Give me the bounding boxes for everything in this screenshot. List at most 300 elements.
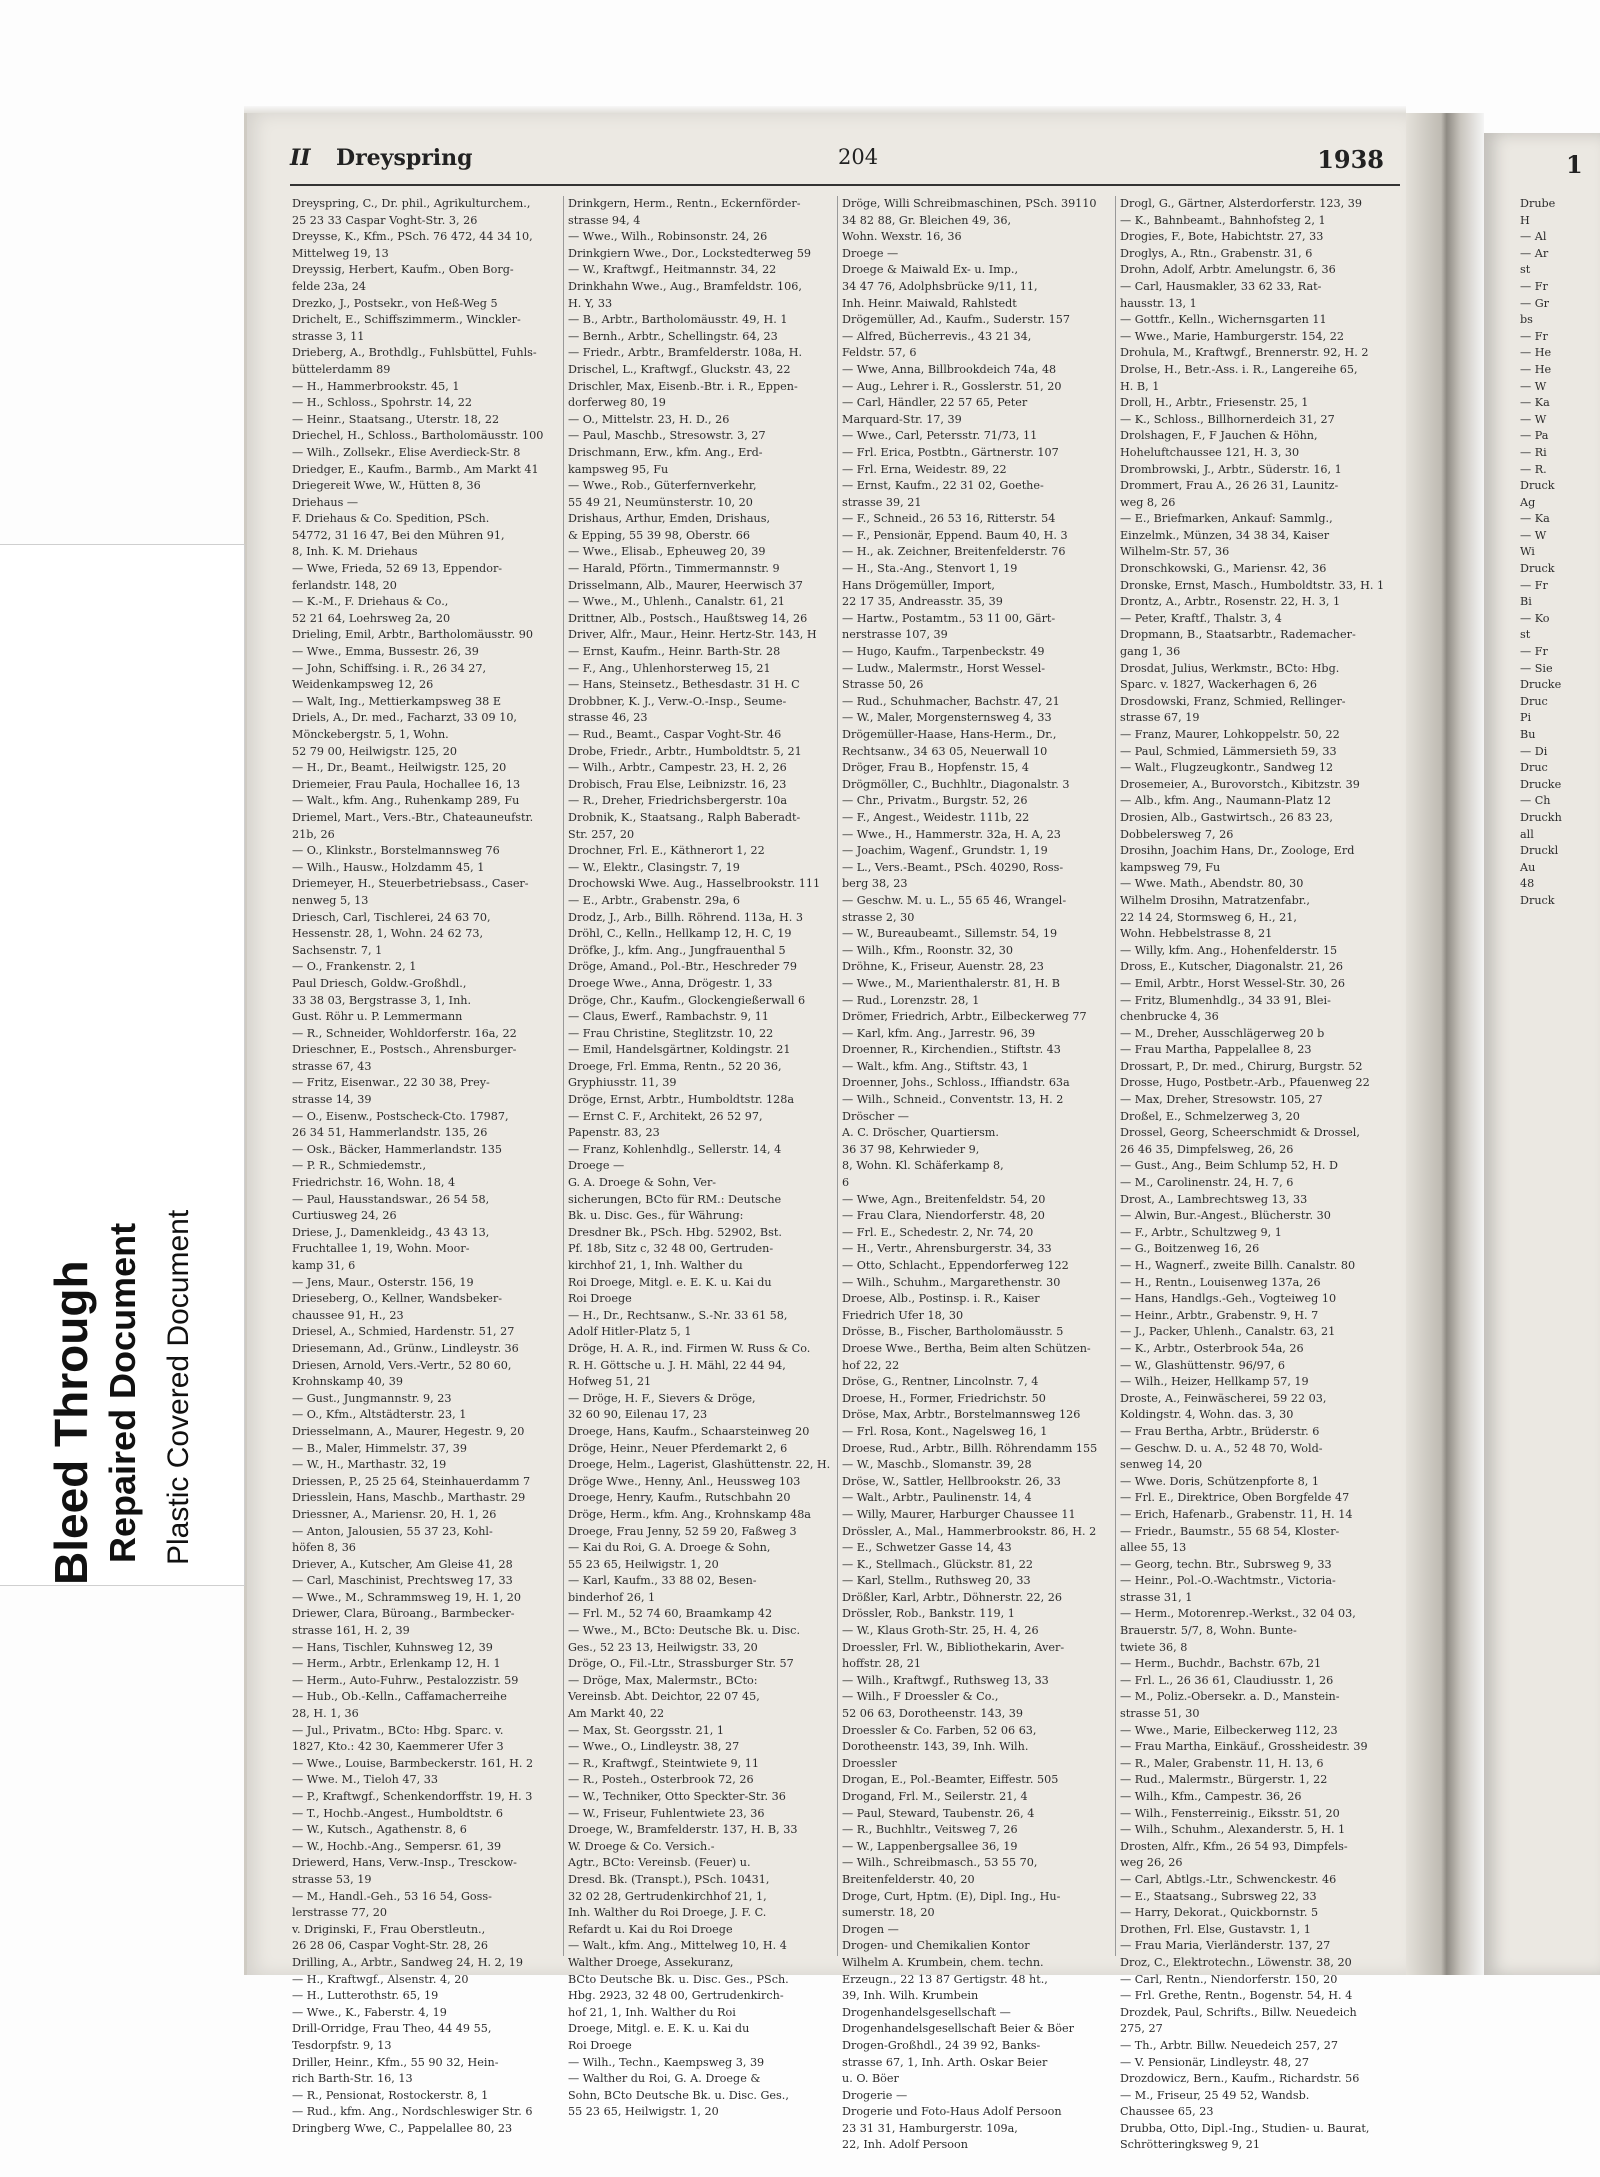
directory-entry-line: binderhof 26, 1 xyxy=(568,1590,656,1604)
directory-entry-line: — B., Maler, Himmelstr. 37, 39 xyxy=(292,1441,467,1455)
directory-entry-line: strasse 94, 4 xyxy=(568,213,641,227)
directory-entry-line: — Frl. Erica, Postbtn., Gärtnerstr. 107 xyxy=(842,445,1059,459)
directory-entry-line: Drochner, Frl. E., Käthnerort 1, 22 xyxy=(568,844,765,858)
directory-entry-line: — Hans, Handlgs.-Geh., Vogteiweg 10 xyxy=(1120,1292,1337,1306)
directory-column-2 xyxy=(568,196,832,2119)
directory-entry-line: Drubba, Otto, Dipl.-Ing., Studien- u. Baurat, xyxy=(1120,2121,1370,2135)
directory-entry-line: — Wwe., Elisab., Epheuweg 20, 39 xyxy=(568,545,766,559)
directory-entry-line: Dröse, Max, Arbtr., Borstelmannsweg 126 xyxy=(842,1408,1081,1422)
facing-page-line: — W xyxy=(1520,528,1547,542)
directory-entry-line: — Wilh., Schreibmasch., 53 55 70, xyxy=(842,1856,1038,1870)
directory-entry-line: 22, Inh. Adolf Persoon xyxy=(842,2138,968,2152)
directory-entry-line: — K., Schloss., Billhornerdeich 31, 27 xyxy=(1120,412,1335,426)
directory-entry-line: — H., Dr., Rechtsanw., S.-Nr. 33 61 58, xyxy=(568,1308,788,1322)
directory-entry-line: — E., Schwetzer Gasse 14, 43 xyxy=(842,1541,1012,1555)
directory-entry-line: — Jul., Privatm., BCto: Hbg. Sparc. v. xyxy=(292,1723,504,1737)
directory-entry-line: Wohn. Wexstr. 16, 36 xyxy=(842,230,962,244)
directory-entry-line: — W., Elektr., Clasingstr. 7, 19 xyxy=(568,860,740,874)
directory-entry-line: — M., Dreher, Ausschlägerweg 20 b xyxy=(1120,1026,1325,1040)
directory-entry-line: — Emil, Handelsgärtner, Koldingstr. 21 xyxy=(568,1043,791,1057)
directory-entry-line: Dröge, H. A. R., ind. Firmen W. Russ & Co. xyxy=(568,1341,811,1355)
directory-entry-line: Brauerstr. 5/7, 8, Wohn. Bunte- xyxy=(1120,1624,1297,1638)
directory-entry-line: Drothen, Frl. Else, Gustavstr. 1, 1 xyxy=(1120,1922,1311,1936)
facing-page-line: Au xyxy=(1520,860,1536,874)
directory-entry-line: allee 55, 13 xyxy=(1120,1541,1187,1555)
directory-entry-line: Droenner, Johs., Schloss., Iffiandstr. 63a xyxy=(842,1076,1070,1090)
directory-entry-line: Driesch, Carl, Tischlerei, 24 63 70, xyxy=(292,910,491,924)
directory-entry-line: Hessenstr. 28, 1, Wohn. 24 62 73, xyxy=(292,927,484,941)
directory-entry-line: 8, Wohn. Kl. Schäferkamp 8, xyxy=(842,1159,1004,1173)
directory-entry-line: Driesselmann, A., Maurer, Hegestr. 9, 20 xyxy=(292,1424,525,1438)
directory-entry-line: — M., Friseur, 25 49 52, Wandsb. xyxy=(1120,2088,1310,2102)
directory-entry-line: — Aug., Lehrer i. R., Gosslerstr. 51, 20 xyxy=(842,379,1062,393)
directory-entry-line: — Wwe., Louise, Barmbeckerstr. 161, H. 2 xyxy=(292,1756,534,1770)
directory-entry-line: — Friedr., Baumstr., 55 68 54, Kloster- xyxy=(1120,1524,1340,1538)
directory-entry-line: — Rud., Malermstr., Bürgerstr. 1, 22 xyxy=(1120,1773,1328,1787)
directory-entry-line: Dropmann, B., Staatsarbtr., Rademacher- xyxy=(1120,628,1356,642)
directory-entry-line: — Walt, Ing., Mettierkampsweg 38 E xyxy=(292,694,502,708)
directory-entry-line: u. O. Böer xyxy=(842,2072,899,2086)
directory-entry-line: — Erich, Hafenarb., Grabenstr. 11, H. 14 xyxy=(1120,1507,1353,1521)
directory-entry-line: Drömer, Friedrich, Arbtr., Eilbeckerweg 77 xyxy=(842,1010,1087,1024)
directory-entry-line: — Paul, Steward, Taubenstr. 26, 4 xyxy=(842,1806,1035,1820)
directory-entry-line: — P. R., Schmiedemstr., xyxy=(292,1159,427,1173)
directory-entry-line: — Frl. M., 52 74 60, Braamkamp 42 xyxy=(568,1607,773,1621)
directory-entry-line: — F., Pensionär, Eppend. Baum 40, H. 3 xyxy=(842,528,1068,542)
directory-entry-line: Drobnik, K., Staatsang., Ralph Baberadt- xyxy=(568,810,801,824)
directory-entry-line: 26 46 35, Dimpfelsweg, 26, 26 xyxy=(1120,1142,1294,1156)
directory-entry-line: — Max, Dreher, Stresowstr. 105, 27 xyxy=(1120,1093,1323,1107)
directory-entry-line: — Carl, Maschinist, Prechtsweg 17, 33 xyxy=(292,1574,513,1588)
directory-entry-line: Dröse, G., Rentner, Lincolnstr. 7, 4 xyxy=(842,1375,1039,1389)
directory-entry-line: Droege — xyxy=(568,1159,625,1173)
directory-entry-line: Drogenhandelsgesellschaft — xyxy=(842,2005,1011,2019)
directory-entry-line: — Frau Maria, Vierländerstr. 137, 27 xyxy=(1120,1939,1331,1953)
directory-entry-line: — Herm., Buchdr., Bachstr. 67b, 21 xyxy=(1120,1657,1322,1671)
directory-entry-line: — H., Sta.-Ang., Stenvort 1, 19 xyxy=(842,562,1018,576)
directory-entry-line: Drössler, A., Mal., Hammerbrookstr. 86, H. 2 xyxy=(842,1524,1097,1538)
facing-page-line: Drucke xyxy=(1520,777,1562,791)
directory-entry-line: Dröge, Amand., Pol.-Btr., Heschreder 79 xyxy=(568,960,798,974)
directory-entry-line: Sohn, BCto Deutsche Bk. u. Disc. Ges., xyxy=(568,2088,789,2102)
directory-entry-line: — Gottfr., Kelln., Wichernsgarten 11 xyxy=(1120,313,1327,327)
directory-entry-line: hausstr. 13, 1 xyxy=(1120,296,1197,310)
directory-entry-line: 39, Inh. Wilh. Krumbein xyxy=(842,1989,979,2003)
directory-entry-line: Driese, J., Damenkleidg., 43 43 13, xyxy=(292,1225,490,1239)
directory-entry-line: — Wwe., O., Lindleystr. 38, 27 xyxy=(568,1740,740,1754)
directory-entry-line: Drössler, Rob., Bankstr. 119, 1 xyxy=(842,1607,1015,1621)
directory-entry-line: Fruchtallee 1, 19, Wohn. Moor- xyxy=(292,1242,470,1256)
directory-entry-line: Roi Droege xyxy=(568,1292,632,1306)
directory-entry-line: Droge, Curt, Hptm. (E), Dipl. Ing., Hu- xyxy=(842,1889,1061,1903)
directory-entry-line: Drohula, M., Kraftwgf., Brennerstr. 92, H. 2 xyxy=(1120,346,1369,360)
directory-entry-line: — P., Kraftwgf., Schenkendorffstr. 19, H. 3 xyxy=(292,1790,533,1803)
directory-entry-line: Mittelweg 19, 13 xyxy=(292,246,389,260)
directory-entry-line: — Joachim, Wagenf., Grundstr. 1, 19 xyxy=(842,844,1048,858)
directory-entry-line: — H., Rentn., Louisenweg 137a, 26 xyxy=(1120,1275,1321,1289)
directory-entry-line: Bk. u. Disc. Ges., für Währung: xyxy=(568,1209,744,1223)
directory-entry-line: — Wwe., H., Hammerstr. 32a, H. A, 23 xyxy=(842,827,1061,841)
facing-page-line: bs xyxy=(1520,313,1533,327)
directory-entry-line: — Alwin, Bur.-Angest., Blücherstr. 30 xyxy=(1120,1209,1331,1223)
directory-entry-line: — R., Maler, Grabenstr. 11, H. 13, 6 xyxy=(1120,1756,1324,1770)
directory-entry-line: — Ernst, Kaufm., Heinr. Barth-Str. 28 xyxy=(568,645,781,659)
directory-entry-line: Droege, Hans, Kaufm., Schaarsteinweg 20 xyxy=(568,1424,810,1438)
column-divider xyxy=(837,196,838,1956)
directory-entry-line: Droege, Henry, Kaufm., Rutschbahn 20 xyxy=(568,1491,791,1505)
directory-entry-line: — Frl. Erna, Weidestr. 89, 22 xyxy=(842,462,1007,476)
directory-entry-line: — Wwe., Marie, Hamburgerstr. 154, 22 xyxy=(1120,329,1344,343)
directory-entry-line: Friedrich Ufer 18, 30 xyxy=(842,1308,964,1322)
directory-entry-line: — H., Dr., Beamt., Heilwigstr. 125, 20 xyxy=(292,761,507,775)
directory-entry-line: Drontz, A., Arbtr., Rosenstr. 22, H. 3, 1 xyxy=(1120,595,1341,609)
directory-entry-line: Drieling, Emil, Arbtr., Bartholomäusstr. 90 xyxy=(292,628,533,642)
directory-entry-line: Vereinsb. Abt. Deichtor, 22 07 45, xyxy=(568,1690,760,1704)
directory-entry-line: kamp 31, 6 xyxy=(292,1259,356,1272)
directory-entry-line: 36 37 98, Kehrwieder 9, xyxy=(842,1142,980,1156)
directory-entry-line: Friedrichstr. 16, Wohn. 18, 4 xyxy=(292,1176,456,1190)
facing-page-line: st xyxy=(1520,263,1531,277)
directory-entry-line: Dronschkowski, G., Mariensr. 42, 36 xyxy=(1120,562,1327,576)
directory-entry-line: — Walther du Roi, G. A. Droege & xyxy=(568,2072,761,2086)
directory-entry-line: Drischel, L., Kraftwgf., Gluckstr. 43, 22 xyxy=(568,362,791,376)
repaired-document-label: Repaired Document xyxy=(102,1222,143,1563)
directory-entry-line: kirchhof 21, 1, Inh. Walther du xyxy=(568,1259,743,1272)
directory-entry-line: Drögmöller, C., Buchhltr., Diagonalstr. 3 xyxy=(842,777,1070,791)
directory-column-3 xyxy=(842,196,1110,2152)
directory-entry-line: Drolse, H., Betr.-Ass. i. R., Langereihe 65, xyxy=(1120,362,1358,376)
directory-entry-line: 22 17 35, Andreasstr. 35, 39 xyxy=(842,595,1003,609)
directory-entry-line: kampsweg 79, Fu xyxy=(1120,860,1221,874)
directory-entry-line: — Friedr., Arbtr., Bramfelderstr. 108a, H. xyxy=(568,346,803,360)
directory-entry-line: Droege, Frau Jenny, 52 59 20, Faßweg 3 xyxy=(568,1524,797,1538)
directory-entry-line: — R., Kraftwgf., Steintwiete 9, 11 xyxy=(568,1756,759,1770)
directory-entry-line: Tesdorpfstr. 9, 13 xyxy=(292,2038,392,2052)
directory-entry-line: — H., Kraftwgf., Alsenstr. 4, 20 xyxy=(292,1972,469,1986)
directory-entry-line: — Karl, kfm. Ang., Jarrestr. 96, 39 xyxy=(842,1026,1036,1040)
directory-entry-line: — Geschw. D. u. A., 52 48 70, Wold- xyxy=(1120,1441,1323,1455)
directory-entry-line: Dröhne, K., Friseur, Auenstr. 28, 23 xyxy=(842,960,1044,974)
facing-page-line: Ag xyxy=(1520,495,1536,509)
directory-entry-line: Droese, Alb., Postinsp. i. R., Kaiser xyxy=(842,1292,1040,1306)
directory-entry-line: strasse 67, 19 xyxy=(1120,711,1200,725)
directory-entry-line: — Alb., kfm. Ang., Naumann-Platz 12 xyxy=(1120,794,1332,808)
directory-entry-line: — Frau Martha, Einkäuf., Grossheidestr. 39 xyxy=(1120,1740,1368,1754)
directory-column-4 xyxy=(1120,196,1400,2152)
directory-entry-line: Walther Droege, Assekuranz, xyxy=(568,1955,734,1969)
directory-entry-line: Drossel, Georg, Scheerschmidt & Drossel, xyxy=(1120,1126,1360,1140)
directory-entry-line: 52 21 64, Loehrsweg 2a, 20 xyxy=(292,611,451,625)
facing-page-line: Drucke xyxy=(1520,678,1562,692)
directory-entry-line: Gust. Röhr u. P. Lemmermann xyxy=(292,1010,463,1024)
directory-entry-line: — Frl. E., Schedestr. 2, Nr. 74, 20 xyxy=(842,1225,1034,1239)
directory-entry-line: hoffstr. 28, 21 xyxy=(842,1657,921,1671)
facing-page-line: — R. xyxy=(1520,462,1547,476)
directory-entry-line: Droessler, Frl. W., Bibliothekarin, Aver- xyxy=(842,1640,1065,1654)
directory-entry-line: R. H. Göttsche u. J. H. Mähl, 22 44 94, xyxy=(568,1358,786,1372)
directory-entry-line: — O., Klinkstr., Borstelmannsweg 76 xyxy=(292,844,500,858)
directory-entry-line: Dreyspring, C., Dr. phil., Agrikulturchem., xyxy=(292,197,531,210)
directory-entry-line: 8, Inh. K. M. Driehaus xyxy=(292,545,418,559)
directory-entry-line: — Wwe., M., BCto: Deutsche Bk. u. Disc. xyxy=(568,1624,800,1638)
directory-entry-line: Droege & Maiwald Ex- u. Imp., xyxy=(842,263,1019,277)
directory-entry-line: Driessner, A., Mariensr. 20, H. 1, 26 xyxy=(292,1507,497,1521)
directory-entry-line: — Walt., kfm. Ang., Mittelweg 10, H. 4 xyxy=(568,1939,787,1953)
directory-entry-line: sicherungen, BCto für RM.: Deutsche xyxy=(568,1192,782,1206)
directory-entry-line: — Wilh., Techn., Kaempsweg 3, 39 xyxy=(568,2055,765,2069)
directory-entry-line: gang 1, 36 xyxy=(1120,645,1181,659)
directory-entry-line: Drogenhandelsgesellschaft Beier & Böer xyxy=(842,2022,1074,2036)
directory-entry-line: Droessler xyxy=(842,1756,897,1770)
directory-entry-line: — Walt., kfm. Ang., Ruhenkamp 289, Fu xyxy=(292,794,520,808)
directory-entry-line: Droll, H., Arbtr., Friesenstr. 25, 1 xyxy=(1120,396,1309,410)
directory-entry-line: Droege, W., Bramfelderstr. 137, H. B, 33 xyxy=(568,1823,798,1837)
facing-page-line: — Fr xyxy=(1520,645,1548,659)
directory-entry-line: — Fritz, Blumenhdlg., 34 33 91, Blei- xyxy=(1120,993,1331,1007)
directory-entry-line: Koldingstr. 4, Wohn. das. 3, 30 xyxy=(1120,1408,1294,1422)
directory-entry-line: — Wwe., Rob., Güterfernverkehr, xyxy=(568,479,757,493)
directory-entry-line: Droege, Frl. Emma, Rentn., 52 20 36, xyxy=(568,1059,782,1073)
directory-entry-line: 21b, 26 xyxy=(292,827,335,841)
directory-entry-line: Drosdat, Julius, Werkmstr., BCto: Hbg. xyxy=(1120,661,1340,675)
directory-entry-line: büttelerdamm 89 xyxy=(292,362,391,376)
directory-entry-line: — T., Hochb.-Angest., Humboldtstr. 6 xyxy=(292,1806,503,1820)
directory-entry-line: — Harald, Pförtn., Timmermannstr. 9 xyxy=(568,562,780,576)
directory-entry-line: Drogerie — xyxy=(842,2088,908,2102)
facing-page-line: — Gr xyxy=(1520,296,1550,310)
directory-entry-line: — Carl, Abtlgs.-Ltr., Schwenckestr. 46 xyxy=(1120,1872,1337,1886)
directory-entry-line: — Wilh., Kraftwgf., Ruthsweg 13, 33 xyxy=(842,1673,1049,1687)
directory-entry-line: Dröse, W., Sattler, Hellbrookstr. 26, 33 xyxy=(842,1474,1061,1488)
facing-page-line: st xyxy=(1520,628,1531,642)
directory-entry-line: — Ludw., Malermstr., Horst Wessel- xyxy=(842,661,1046,675)
facing-page-line: Bi xyxy=(1520,595,1532,609)
directory-entry-line: Refardt u. Kai du Roi Droege xyxy=(568,1922,733,1936)
directory-entry-line: Drieseberg, O., Kellner, Wandsbeker- xyxy=(292,1292,502,1306)
facing-page-line: — Ch xyxy=(1520,794,1551,808)
directory-entry-line: strasse 67, 43 xyxy=(292,1059,372,1073)
directory-entry-line: — Carl, Rentn., Niendorferstr. 150, 20 xyxy=(1120,1972,1338,1986)
directory-entry-line: — B., Arbtr., Bartholomäusstr. 49, H. 1 xyxy=(568,313,788,327)
directory-entry-line: — Herm., Motorenrep.-Werkst., 32 04 03, xyxy=(1120,1607,1356,1621)
directory-entry-line: Drisselmann, Alb., Maurer, Heerwisch 37 xyxy=(568,578,803,592)
directory-entry-line: Drobbner, K. J., Verw.-O.-Insp., Seume- xyxy=(568,694,787,708)
facing-page-header: 1 xyxy=(1566,150,1583,179)
directory-entry-line: 25 23 33 Caspar Voght-Str. 3, 26 xyxy=(292,213,478,227)
directory-entry-line: — Wwe., M., Uhlenh., Canalstr. 61, 21 xyxy=(568,595,785,609)
running-head: Dreyspring xyxy=(336,145,473,171)
directory-entry-line: Dröge Wwe., Henny, Anl., Heussweg 103 xyxy=(568,1474,801,1488)
directory-entry-line: 54772, 31 16 47, Bei den Mühren 91, xyxy=(292,528,505,542)
directory-entry-line: Drossart, P., Dr. med., Chirurg, Burgstr. 52 xyxy=(1120,1059,1363,1073)
directory-entry-line: — Frau Martha, Pappelallee 8, 23 xyxy=(1120,1043,1312,1057)
directory-entry-line: — Wwe. Math., Abendstr. 80, 30 xyxy=(1120,877,1304,891)
directory-entry-line: — Kai du Roi, G. A. Droege & Sohn, xyxy=(568,1541,771,1555)
directory-entry-line: Dröge, Ernst, Arbtr., Humboldtstr. 128a xyxy=(568,1093,795,1107)
directory-entry-line: Dröge, Heinr., Neuer Pferdemarkt 2, 6 xyxy=(568,1441,788,1455)
directory-entry-line: strasse 51, 30 xyxy=(1120,1707,1200,1721)
directory-entry-line: 33 38 03, Bergstrasse 3, 1, Inh. xyxy=(292,993,472,1007)
directory-entry-line: Droege, Mitgl. e. E. K. u. Kai du xyxy=(568,2022,750,2036)
directory-entry-line: — W., Friseur, Fuhlentwiete 23, 36 xyxy=(568,1806,765,1820)
directory-entry-line: weg 8, 26 xyxy=(1120,495,1176,509)
directory-entry-line: — Paul, Hausstandswar., 26 54 58, xyxy=(292,1192,490,1206)
directory-entry-line: — F., Angest., Weidestr. 111b, 22 xyxy=(842,810,1030,824)
directory-entry-line: — H., Hammerbrookstr. 45, 1 xyxy=(292,379,460,393)
directory-entry-line: Drosemeier, A., Burovorstch., Kibitzstr. 39 xyxy=(1120,777,1360,791)
directory-entry-line: Chaussee 65, 23 xyxy=(1120,2105,1214,2119)
directory-entry-line: — Heinr., Arbtr., Grabenstr. 9, H. 7 xyxy=(1120,1308,1319,1322)
directory-entry-line: Drozdowicz, Bern., Kaufm., Richardstr. 56 xyxy=(1120,2072,1360,2086)
facing-page-line: — Fr xyxy=(1520,329,1548,343)
directory-entry-line: — R., Dreher, Friedrichsbergerstr. 10a xyxy=(568,794,788,808)
directory-entry-line: — K.-M., F. Driehaus & Co., xyxy=(292,595,449,609)
directory-entry-line: Drobe, Friedr., Arbtr., Humboldtstr. 5, 21 xyxy=(568,744,802,758)
directory-entry-line: Dresdner Bk., PSch. Hbg. 52902, Bst. xyxy=(568,1225,782,1239)
facing-page-line: Druck xyxy=(1520,479,1555,493)
directory-entry-line: — O., Eisenw., Postscheck-Cto. 17987, xyxy=(292,1109,509,1123)
directory-entry-line: — Frau Christine, Steglitzstr. 10, 22 xyxy=(568,1026,774,1040)
facing-page-column xyxy=(1520,196,1598,1956)
directory-entry-line: — Wilh., Heizer, Hellkamp 57, 19 xyxy=(1120,1375,1309,1389)
directory-entry-line: Droglys, A., Rtn., Grabenstr. 31, 6 xyxy=(1120,246,1313,260)
directory-entry-line: Drohn, Adolf, Arbtr. Amelungstr. 6, 36 xyxy=(1120,263,1336,277)
directory-entry-line: Hans Drögemüller, Import, xyxy=(842,578,995,592)
header-rule xyxy=(290,184,1400,186)
directory-entry-line: Papenstr. 83, 23 xyxy=(568,1126,660,1140)
directory-entry-line: — Carl, Hausmakler, 33 62 33, Rat- xyxy=(1120,279,1322,293)
directory-entry-line: H. B, 1 xyxy=(1120,379,1160,393)
directory-entry-line: Drochowski Wwe. Aug., Hasselbrookstr. 111 xyxy=(568,877,821,891)
facing-page-line: — Ko xyxy=(1520,611,1550,625)
facing-page-line: — Di xyxy=(1520,744,1548,758)
facing-page-line: Bu xyxy=(1520,728,1536,741)
directory-entry-line: Dröge, O., Fil.-Ltr., Strassburger Str. 57 xyxy=(568,1657,794,1671)
directory-entry-line: — Wwe, Agn., Breitenfeldstr. 54, 20 xyxy=(842,1192,1046,1206)
directory-entry-line: 1827, Kto.: 42 30, Kaemmerer Ufer 3 xyxy=(292,1740,504,1754)
directory-entry-line: — Wilh., Schuhm., Margarethenstr. 30 xyxy=(842,1275,1061,1289)
directory-entry-line: Drolshagen, F., F Jauchen & Höhn, xyxy=(1120,429,1318,443)
directory-entry-line: Droese, Rud., Arbtr., Billh. Röhrendamm 155 xyxy=(842,1441,1098,1455)
page-number: 204 xyxy=(838,145,879,169)
directory-entry-line: Droege — xyxy=(842,246,899,260)
directory-entry-line: — Willy, kfm. Ang., Hohenfelderstr. 15 xyxy=(1120,943,1338,957)
directory-entry-line: Dobbelersweg 7, 26 xyxy=(1120,827,1234,841)
directory-entry-line: 26 34 51, Hammerlandstr. 135, 26 xyxy=(292,1126,488,1140)
directory-entry-line: — Carl, Händler, 22 57 65, Peter xyxy=(842,396,1028,410)
directory-entry-line: — Wilh., Schneid., Conventstr. 13, H. 2 xyxy=(842,1093,1064,1107)
directory-entry-line: — Karl, Stellm., Ruthsweg 20, 33 xyxy=(842,1574,1031,1588)
facing-page-line: — Fr xyxy=(1520,578,1548,592)
directory-entry-line: — Rud., Schuhmacher, Bachstr. 47, 21 xyxy=(842,694,1060,708)
directory-entry-line: — H., Lutterothstr. 65, 19 xyxy=(292,1989,439,2003)
directory-entry-line: 28, H. 1, 36 xyxy=(292,1707,359,1721)
directory-entry-line: Breitenfelderstr. 40, 20 xyxy=(842,1872,975,1886)
directory-entry-line: Drishaus, Arthur, Emden, Drishaus, xyxy=(568,512,771,526)
directory-entry-line: Am Markt 40, 22 xyxy=(568,1707,665,1721)
directory-entry-line: — Anton, Jalousien, 55 37 23, Kohl- xyxy=(292,1524,493,1538)
directory-entry-line: — Osk., Bäcker, Hammerlandstr. 135 xyxy=(292,1142,502,1156)
directory-entry-line: kampsweg 95, Fu xyxy=(568,462,669,476)
directory-entry-line: — Rud., Lorenzstr. 28, 1 xyxy=(842,993,980,1007)
directory-entry-line: — Walt., Arbtr., Paulinenstr. 14, 4 xyxy=(842,1491,1032,1505)
directory-entry-line: hof 21, 1, Inh. Walther du Roi xyxy=(568,2005,736,2019)
directory-entry-line: & Epping, 55 39 98, Oberstr. 66 xyxy=(568,528,750,542)
directory-entry-line: Drosihn, Joachim Hans, Dr., Zoologe, Erd xyxy=(1120,844,1355,858)
directory-entry-line: Driels, A., Dr. med., Facharzt, 33 09 10, xyxy=(292,711,517,725)
directory-entry-line: Driever, A., Kutscher, Am Gleise 41, 28 xyxy=(292,1557,513,1571)
directory-entry-line: — Heinr., Pol.-O.-Wachtmstr., Victoria- xyxy=(1120,1574,1336,1588)
facing-page-line: Pi xyxy=(1520,711,1532,725)
directory-entry-line: Drilling, A., Arbtr., Sandweg 24, H. 2, 19 xyxy=(292,1955,524,1969)
directory-entry-line: Drill-Orridge, Frau Theo, 44 49 55, xyxy=(292,2022,492,2036)
directory-entry-line: — Chr., Privatm., Burgstr. 52, 26 xyxy=(842,794,1028,808)
directory-entry-line: Inh. Walther du Roi Droege, J. F. C. xyxy=(568,1906,767,1920)
directory-entry-line: — E., Arbtr., Grabenstr. 29a, 6 xyxy=(568,893,740,907)
directory-entry-line: Drögemüller, Ad., Kaufm., Suderstr. 157 xyxy=(842,313,1071,327)
facing-page-line: — Sie xyxy=(1520,661,1553,675)
directory-entry-line: Drittner, Alb., Postsch., Haußtsweg 14, 26 xyxy=(568,611,808,625)
directory-entry-line: — Wwe., K., Faberstr. 4, 19 xyxy=(292,2005,447,2019)
column-divider xyxy=(1115,196,1116,1956)
directory-entry-line: Wilhelm-Str. 57, 36 xyxy=(1120,545,1230,559)
facing-page-line: — Pa xyxy=(1520,429,1549,443)
directory-entry-line: — Paul, Schmied, Lämmersieth 59, 33 xyxy=(1120,744,1337,758)
directory-entry-line: — J., Packer, Uhlenh., Canalstr. 63, 21 xyxy=(1120,1325,1336,1339)
directory-entry-line: — Gust., Jungmannstr. 9, 23 xyxy=(292,1391,452,1405)
directory-entry-line: — E., Briefmarken, Ankauf: Sammlg., xyxy=(1120,512,1333,526)
directory-entry-line: — Wilh., Arbtr., Campestr. 23, H. 2, 26 xyxy=(568,761,787,775)
directory-entry-line: Dreyssig, Herbert, Kaufm., Oben Borg- xyxy=(292,263,514,277)
directory-entry-line: — Wwe., Carl, Petersstr. 71/73, 11 xyxy=(842,429,1038,443)
directory-entry-line: Str. 257, 20 xyxy=(568,827,635,841)
directory-entry-line: — Emil, Arbtr., Horst Wessel-Str. 30, 26 xyxy=(1120,976,1345,990)
facing-page-line: Druc xyxy=(1520,761,1548,775)
directory-entry-line: Curtiusweg 24, 26 xyxy=(292,1209,397,1223)
directory-entry-line: — Peter, Kraftf., Thalstr. 3, 4 xyxy=(1120,611,1282,625)
directory-entry-line: strasse 14, 39 xyxy=(292,1093,372,1107)
facing-page-line: Druck xyxy=(1520,562,1555,576)
directory-entry-line: Droege Wwe., Anna, Drögestr. 1, 33 xyxy=(568,976,773,990)
directory-entry-line: — Dröge, Max, Malermstr., BCto: xyxy=(568,1673,758,1687)
directory-entry-line: — Ernst C. F., Architekt, 26 52 97, xyxy=(568,1109,763,1123)
facing-page-line: — He xyxy=(1520,362,1552,376)
directory-entry-line: Ges., 52 23 13, Heilwigstr. 33, 20 xyxy=(568,1640,758,1654)
facing-page-line: Druckl xyxy=(1520,844,1559,858)
directory-entry-line: Droese, H., Former, Friedrichstr. 50 xyxy=(842,1391,1046,1405)
directory-entry-line: chenbrucke 4, 36 xyxy=(1120,1010,1219,1024)
directory-entry-line: Hbg. 2923, 32 48 00, Gertrudenkirch- xyxy=(568,1989,784,2003)
directory-entry-line: lerstrasse 77, 20 xyxy=(292,1906,388,1920)
directory-entry-line: — M., Handl.-Geh., 53 16 54, Goss- xyxy=(292,1889,492,1903)
directory-entry-line: — E., Staatsang., Subrsweg 22, 33 xyxy=(1120,1889,1317,1903)
directory-entry-line: Hoheluftchaussee 121, H. 3, 30 xyxy=(1120,445,1300,459)
directory-entry-line: Dronske, Ernst, Masch., Humboldtstr. 33, H. 1 xyxy=(1120,578,1385,592)
directory-entry-line: Drosse, Hugo, Postbetr.-Arb., Pfauenweg 22 xyxy=(1120,1076,1370,1090)
directory-entry-line: höfen 8, 36 xyxy=(292,1541,356,1555)
directory-entry-line: — Heinr., Staatsang., Uterstr. 18, 22 xyxy=(292,412,500,426)
directory-entry-line: — O., Kfm., Altstädterstr. 23, 1 xyxy=(292,1408,467,1422)
directory-entry-line: Wilhelm Drosihn, Matratzenfabr., xyxy=(1120,893,1310,907)
directory-entry-line: strasse 2, 30 xyxy=(842,910,915,924)
directory-entry-line: 6 xyxy=(842,1176,850,1190)
directory-entry-line: Strasse 50, 26 xyxy=(842,678,924,692)
directory-entry-line: — R., Buchhltr., Veitsweg 7, 26 xyxy=(842,1823,1018,1837)
directory-entry-line: Drost, A., Lambrechtsweg 13, 33 xyxy=(1120,1192,1308,1206)
directory-entry-line: — Hans, Steinsetz., Bethesdastr. 31 H. C xyxy=(568,678,800,692)
directory-entry-line: Hofweg 51, 21 xyxy=(568,1375,652,1389)
directory-entry-line: — Georg, techn. Btr., Subrsweg 9, 33 xyxy=(1120,1557,1332,1571)
